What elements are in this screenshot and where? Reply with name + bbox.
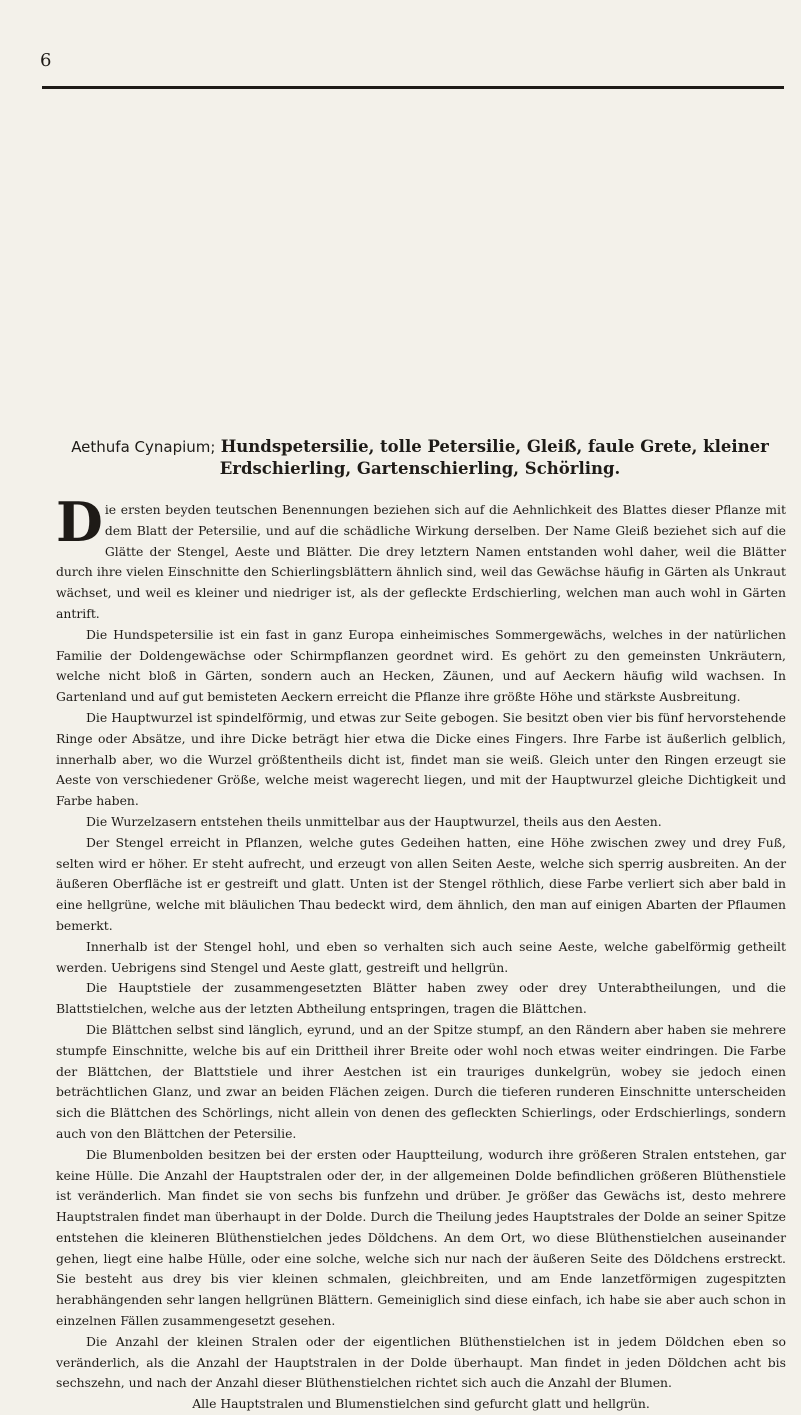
latin-name: Aethufa Cynapium; xyxy=(71,438,216,456)
header-rule xyxy=(42,86,784,89)
paragraph-2: Die Hundspetersilie ist ein fast in ganz Europa einheimisches Sommergewächs, welches in der natürlichen Familie der Doldengewächse oder Schirmpflanzen geordnet wird. Es gehört zu den gemeinsten Unkräutern, welche nicht bloß in Gärten, sondern auch an Hecken, Zäunen, und auf Aeckern häufig wild wachsen. In Gartenland und auf gut bemisteten Aeckern erreicht die Pflanze ihre größte Höhe und stärkste Ausbreitung. xyxy=(56,626,786,705)
paragraph-10: Die Anzahl der kleinen Stralen oder der eigentlichen Blüthenstielchen ist in jedem Döldchen eben so veränderlich, als die Anzahl der Hauptstralen in der Dolde überhaupt. Man findet in jeden Döldchen acht bis sechszehn, und nach der Anzahl dieser Blüthenstielchen richtet sich auch die Anzahl der Blumen. xyxy=(56,1333,786,1391)
body-text xyxy=(56,490,786,1415)
paragraph-5: Der Stengel erreicht in Pflanzen, welche gutes Gedeihen hatten, eine Höhe zwischen zwey und drey Fuß, selten wird er höher. Er steht aufrecht, und erzeugt von allen Seiten Aeste, welche sich sperrig ausbreiten. An der äußeren Oberfläche ist er gestreift und glatt. Unten ist der Stengel röthlich, diese Farbe verliert sich aber bald in eine hellgrüne, welche mit bläulichen Thau bedeckt wird, dem ähnlich, den man auf einigen Abarten der Pflaumen bemerkt. xyxy=(56,834,786,933)
paragraph-3: Die Hauptwurzel ist spindelförmig, und etwas zur Seite gebogen. Sie besitzt oben vier bis fünf hervorstehende Ringe oder Absätze, und ihre Dicke beträgt hier etwa die Dicke eines Fingers. Ihre Farbe ist äußerlich gelblich, innerhalb aber, wo die Wurzel größtentheils dicht ist, findet man sie weiß. Gleich unter den Ringen erzeugt sie Aeste von verschiedener Größe, welche meist wagerecht liegen, und mit der Hauptwurzel gleiche Dichtigkeit und Farbe haben. xyxy=(56,709,786,809)
paragraph-11: Alle Hauptstralen und Blumenstielchen sind gefurcht glatt und hellgrün. xyxy=(192,1396,650,1412)
article-title xyxy=(60,436,780,480)
page-number: 6 xyxy=(40,50,52,71)
paragraph-text: ie ersten beyden teutschen Benennungen beziehen sich auf die Aehnlichkeit des Blattes dieser Pflanze mit dem Blatt der Petersilie, und auf die schädliche Wirkung derselben. Der Name Gleiß beziehet sich auf die Glätte der Stengel, Aeste und Blätter. Die drey letztern Namen entstanden wohl daher, weil die Blätter durch ihre vielen Einschnitte den Schierlingsblättern ähnlich sind, weil das Gewächse häufig in Gärten als Unkraut wächset, und weil es kleiner und niedriger ist, als der gefleckte Erdschierling, welchen man auch wohl in Gärten antrift. xyxy=(56,502,786,621)
paragraph-9: Die Blumenbolden besitzen bei der ersten oder Hauptteilung, wodurch ihre größeren Stralen entstehen, gar keine Hülle. Die Anzahl der Hauptstralen oder der, in der allgemeinen Dolde befindlichen größeren Blüthenstiele ist veränderlich. Man findet sie von sechs bis funfzehn und drüber. Je größer das Gewächs ist, desto mehrere Hauptstralen findet man überhaupt in der Dolde. Durch die Theilung jedes Hauptstrales der Dolde an seiner Spitze entstehen die kleineren Blüthenstielchen jedes Döldchens. An dem Ort, wo diese Blüthenstielchen auseinander gehen, liegt eine halbe Hülle, oder eine solche, welche sich nur nach der äußeren Seite des Döldchens erstreckt. Sie besteht aus drey bis vier kleinen schmalen, gleichbreiten, und am Ende lanzetförmigen zugespitzten herabhängenden sehr langen hellgrünen Blättern. Gemeiniglich sind diese einfach, ich habe sie aber auch schon in einzelnen Fällen zusammengesetzt gesehen. xyxy=(56,1146,786,1329)
paragraph-4: Die Wurzelzasern entstehen theils unmittelbar aus der Hauptwurzel, theils aus den Aesten. xyxy=(86,813,662,829)
paragraph-6: Innerhalb ist der Stengel hohl, und eben so verhalten sich auch seine Aeste, welche gabelförmig getheilt werden. Uebrigens sind Stengel und Aeste glatt, gestreift und hellgrün. xyxy=(56,938,786,975)
german-names: Hundspetersilie, tolle Petersilie, Gleiß, faule Grete, kleiner Erdschierling, Gartenschierling, Schörling. xyxy=(219,437,769,478)
drop-cap: D xyxy=(56,490,103,554)
paragraph-7: Die Hauptstiele der zusammengesetzten Blätter haben zwey oder drey Unterabtheilungen, und die Blattstielchen, welche aus der letzten Abtheilung entspringen, tragen die Blättchen. xyxy=(56,980,786,1017)
paragraph-8: Die Blättchen selbst sind länglich, eyrund, und an der Spitze stumpf, an den Rändern aber haben sie mehrere stumpfe Einschnitte, welche bis auf ein Drittheil ihrer Breite oder wohl noch etwas weiter eindringen. Die Farbe der Blättchen, der Blattstiele und ihrer Aestchen ist ein trauriges dunkelgrün, wobey sie jedoch einen beträchtlichen Glanz, und zwar an beiden Flächen zeigen. Durch die tieferen runderen Einschnitte unterscheiden sich die Blättchen des Schörlings, nicht allein von denen des gefleckten Schierlings, oder Erdschierlings, sondern auch von den Blättchen der Petersilie. xyxy=(56,1021,786,1141)
paragraph-1 xyxy=(56,490,786,625)
